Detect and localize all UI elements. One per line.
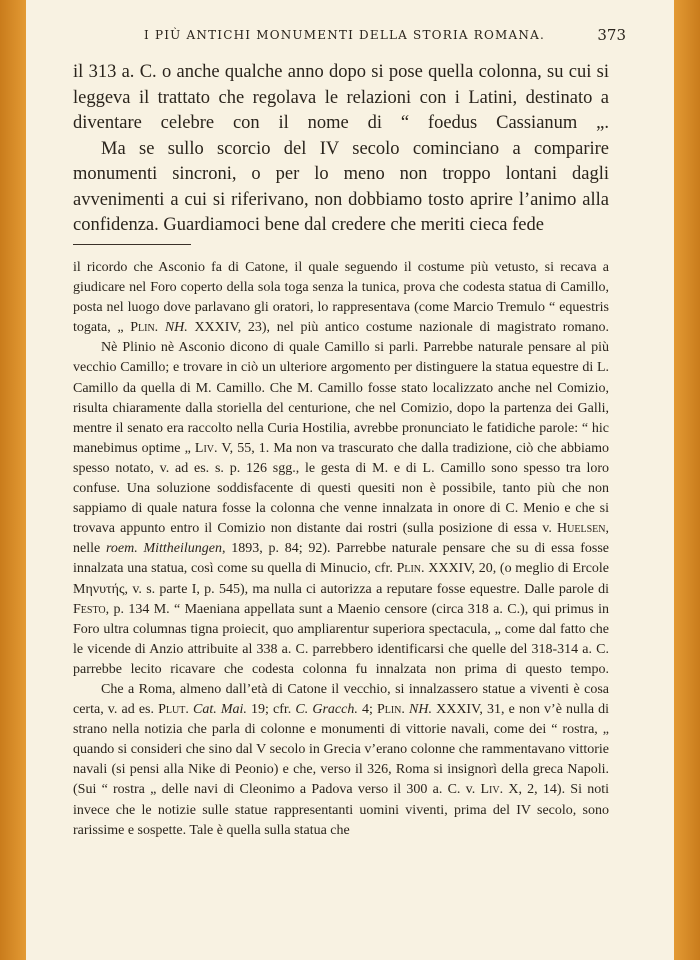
main-paragraph-1: il 313 a. C. o anche qualche anno dopo si pose quella colonna, su cui si leggeva il trattato che regolava le relazioni con i Latini, destinato a diventare celebre con il nome di “ foedus Cassianum „. [73,62,609,133]
footnote-text: Che a Roma, almeno dall’età di Catone il vecchio, si innalzassero statue a viventi è cosa certa, v. ad es. [73,681,609,718]
book-page [26,0,674,960]
footnote-paragraph-1 [73,258,609,338]
footnote-text: il ricordo che Asconio fa di Catone, il quale seguendo il costume più vetusto, si recava a giudicare nel Foro coperto della sola toga senza la tunica, prova che codesta statua di Camillo, posta nel luogo dove parlavano gli oratori, lo rappresentava (come Marcio Tremulo “ equestris togata, „ [73,260,609,336]
page-number: 373 [597,26,626,44]
book-edge-right [674,0,700,960]
footnote-paragraph-2 [73,338,609,680]
author-citation: Huelsen [557,521,606,537]
footnote-text: Nè Plinio nè Asconio dicono di quale Camillo si parli. Parrebbe naturale pensare al più vecchio Camillo; e trovare in ciò un ulteriore argomento per distinguere la statua equestre di L. Camillo da quella di M. Camillo. Che M. Camillo fosse stato localizzato anche nel Comizio, risulta chiaramente dalla storiella del centurione, che nel Comizio, dopo la partenza dei Galli, mentre il senato era raccolto nella Curia Hostilia, avrebbe pronunciato le fatidiche parole: “ hic manebimus optime „ [73,340,609,456]
author-citation: Festo [73,601,106,617]
work-citation: Cat. Mai. [192,702,247,718]
footnote-text: 4; [357,702,377,718]
footnote-text: 19; cfr. [246,702,296,718]
author-citation: Plut. [158,702,189,718]
book-edge-left [0,0,26,960]
footnote-text: V, 55, 1. Ma non va trascurato che dalla tradizione, ciò che abbiamo spesso notato, v. ad es. s. p. 126 sgg., le gesta di M. e di L. Camillo sono spesso tra loro confuse. Una soluzione soddisfacente di questi quesiti non è possibile, tanto più che non sappiamo di quale natura fosse la colonna che venne innalzata in onore di C. Menio e che si trovava appunto entro il Comizio non distante dai rostri (sulla posizione di essa v. [73,440,609,537]
footnotes [73,258,609,841]
footnote-text: , 1893, p. 84; 92). Parrebbe naturale pensare che su di essa fosse innalzata una statua, così come su quella di Minucio, cfr. [73,541,609,577]
author-citation: Plin. [396,561,425,577]
author-citation: Liv. [480,782,504,798]
footnote-text: XXXIV, 23), nel più antico costume nazionale di magistrato romano. [187,320,610,336]
footnote-text: XXXIV, 20, (o meglio di Ercole Μηνυτής, v. s. parte I, p. 545), ma nulla ci autorizza a reputare fosse equestre. Dalle parole di [73,561,610,597]
author-citation: Liv. [194,440,218,456]
footnote-paragraph-3 [73,680,609,841]
main-text [73,60,609,239]
main-paragraph-2: Ma se sullo scorcio del IV secolo cominciano a comparire monumenti sincroni, o per lo meno non troppo lontani dagli avvenimenti a cui si riferivano, non dobbiamo tosto aprire l’animo alla confidenza. Guardiamoci bene dal credere che meriti cieca fede [73,138,609,235]
author-citation: Plin. [376,702,405,718]
work-citation: NH. [164,320,188,336]
footnote-text: XXXIV, 31, e non v’è nulla di strano nella notizia che parla di colonne e monumenti di vittorie navali, come dei “ rostra, „ quando si consideri che sino dal V secolo in Grecia v’erano colonne che rammentavano vittorie navali (si pensi alla Nike di Peonio) e che, verso il 326, Roma si insignorì della greca Napoli. (Sui “ rostra „ delle navi di Cleonimo a Padova verso il 300 a. C. v. [73,702,610,798]
work-citation: NH. [409,702,432,718]
footnote-text: , nelle [73,521,609,557]
work-citation: roem. Mittheilungen [105,541,223,557]
work-citation: C. Gracch. [295,702,358,718]
page-header [26,26,674,48]
footnote-separator [73,244,191,245]
footnote-text: , p. 134 M. “ Maeniana appellata sunt a Maenio censore (circa 318 a. C.), qui primus in Foro ultra columnas tigna proiecit, quo ampliarentur superiora spectacula, „ come dal fatto che le vicende di Anzio attribuite al 338 a. C. parrebbero identificarsi che quelle del 318-314 a. C. parrebbe lecito ricavare che codesta colonna fu innalzata non prima di questo tempo. [73,601,609,677]
running-title: I PIÙ ANTICHI MONUMENTI DELLA STORIA ROMANA. [144,28,545,42]
author-citation: Plin. [130,320,159,336]
footnote-text: X, 2, 14). Si noti invece che le notizie sulle statue rappresentanti uomini viventi, prima del IV secolo, sono rarissime e sospette. Tale è quella sulla statua che [73,782,609,838]
